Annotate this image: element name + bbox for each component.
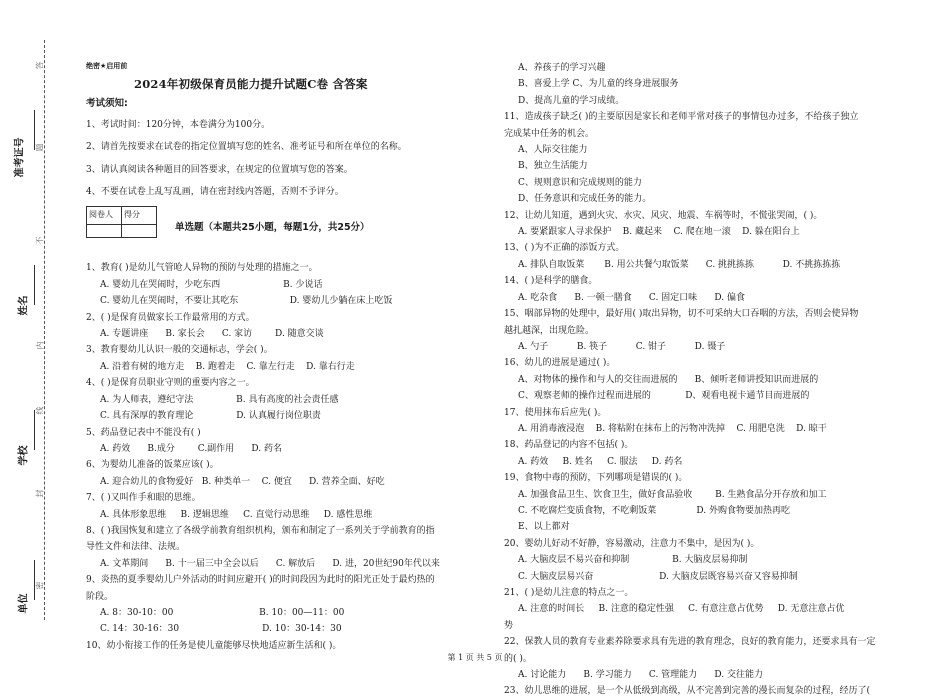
question-text: 10、幼小衔接工作的任务是使儿童能够尽快地适应新生活和( )。	[86, 640, 342, 651]
question-continuation: 越扎越深，出现危险。	[504, 325, 595, 336]
score-header: 得分	[122, 207, 157, 224]
question-text: 20、婴幼儿好动不好静，容易激动，注意力不集中，是因为( )。	[504, 538, 760, 549]
seal-mark: 不	[35, 236, 45, 245]
answer-options: A、养孩子的学习兴趣	[518, 63, 606, 73]
question-text: 13、( )为不正确的添饭方式。	[504, 243, 625, 254]
question-text: 11、造成孩子缺乏( )的主要原因是家长和老师平常对孩子的事情包办过多，不给孩子独立	[504, 112, 859, 123]
question-text: 4、( )是保育员职业守则的重要内容之一。	[86, 378, 255, 389]
seal-mark: 封	[35, 489, 45, 498]
answer-options: A. 沿着有树的地方走 B. 跑着走 C. 靠左行走 D. 靠右行走	[100, 361, 355, 372]
notice-item: 3、请认真阅读各种题目的回答要求，在规定的位置填写您的答案。	[86, 164, 353, 175]
question-text: 14、( )是科学的膳食。	[504, 276, 598, 287]
answer-options: A. 迎合幼儿的食物爱好 B. 种类单一 C. 便宜 D. 营养全面、好吃	[100, 476, 385, 487]
question-text: 1、教育( )是幼儿气管呛人异物的预防与处理的措施之一。	[86, 263, 318, 274]
answer-options: C. 婴幼儿在哭闹时，不要让其吃东 D. 婴幼儿少躺在床上吃饭	[100, 296, 393, 307]
question-text: 6、为婴幼儿准备的饭菜应该( )。	[86, 460, 219, 471]
answer-options: A. 用消毒液浸泡 B. 将粘附在抹布上的污物冲洗掉 C. 用肥皂洗 D. 晾干	[518, 423, 827, 434]
grader-cell[interactable]	[87, 224, 122, 237]
answer-options: B、喜爱上学 C、为儿童的终身进展服务	[518, 79, 679, 90]
question-list-right	[504, 60, 904, 700]
answer-options: A. 药效 B. 姓名 C. 服法 D. 药名	[518, 456, 683, 467]
answer-options: C. 大脑皮层易兴奋 D. 大脑皮层既容易兴奋又容易抑制	[518, 571, 798, 582]
answer-options: A. 为人师表，遵纪守法 B. 具有高度的社会责任感	[100, 394, 339, 405]
question-text: 8、( )我国恢复和建立了各级学前教育组织机构，颁布和制定了一系列关于学前教育的指	[86, 525, 435, 536]
answer-options: A. 要紧跟家人寻求保护 B. 藏起来 C. 爬在地一滚 D. 躲在阳台上	[518, 227, 800, 238]
answer-options: C. 不吃腐烂变质食物，不吃剩饭菜 D. 外购食物要加热再吃	[518, 505, 790, 516]
left-column	[86, 60, 506, 654]
answer-options: A. 注意的时间长 B. 注意的稳定性强 C. 有意注意占优势 D. 无意注意占优	[518, 604, 845, 615]
name-label: 姓名	[18, 295, 30, 316]
answer-options: C. 14：30-16：30 D. 10：30-14：30	[100, 624, 342, 635]
question-text: 9、炎热的夏季婴幼儿户外活动的时间应避开( )的时间段因为此时的阳光正处于最灼热的	[86, 575, 435, 586]
notice-item: 1、考试时间：120分钟，本卷满分为100分。	[86, 119, 271, 130]
answer-options: A、人际交往能力	[518, 145, 588, 156]
answer-options: A. 大脑皮层不易兴奋和抑制 B. 大脑皮层易抑制	[518, 555, 748, 566]
answer-options: A. 药效 B.成分 C.副作用 D. 药名	[100, 443, 282, 454]
right-column	[504, 60, 904, 700]
seal-mark: 内	[35, 341, 45, 350]
answer-options: A、对物体的操作和与人的交往而进展的 B、倾听老师讲授知识而进展的	[518, 374, 819, 385]
question-text: 19、食物中毒的预防，下列哪项是错误的( )。	[504, 473, 688, 484]
seal-mark: 题	[35, 143, 45, 152]
answer-options: A. 勺子 B. 筷子 C. 钳子 D. 镊子	[518, 341, 726, 352]
exam-id-label: 准考证号	[14, 137, 26, 178]
score-row	[86, 206, 506, 242]
question-continuation: 完成某中任务的机会。	[504, 128, 595, 139]
seal-mark: 答	[35, 61, 45, 70]
answer-options: B、独立生活能力	[518, 161, 588, 172]
answer-options: A. 8：30-10：00 B. 10：00—11：00	[100, 607, 345, 618]
answer-options: A. 文革期间 B. 十一届三中全会以后 C. 解放后 D. 进，20世纪90年代以来	[100, 558, 440, 569]
binding-margin	[0, 0, 70, 671]
notice-item: 2、请首先按要求在试卷的指定位置填写您的姓名、准考证号和所在单位的名称。	[86, 142, 407, 153]
score-cell[interactable]	[122, 224, 157, 237]
answer-options: C. 具有深厚的教育理论 D. 认真履行岗位职责	[100, 411, 321, 422]
question-text: 21、( )是幼儿注意的特点之一。	[504, 588, 634, 598]
unit-field[interactable]	[34, 560, 35, 600]
question-text: 2、( )是保育员做家长工作最常用的方式。	[86, 312, 255, 323]
seal-mark: 密	[35, 581, 45, 590]
answer-options: A. 讨论能力 B. 学习能力 C. 管理能力 D. 交往能力	[518, 670, 763, 681]
question-text: 17、使用抹布后应先( )。	[504, 407, 607, 418]
answer-options: D、提高儿童的学习成绩。	[518, 95, 625, 106]
question-text: 18、药品登记的内容不包括( )。	[504, 440, 634, 451]
answer-options: D、任务意识和完成任务的能力。	[518, 194, 652, 205]
seal-line	[44, 40, 45, 620]
question-text: 5、药品登记表中不能没有( )	[86, 427, 201, 438]
question-continuation: 势	[504, 620, 514, 631]
notice-item: 4、不要在试卷上乱写乱画，请在密封线内答题，否则不予评分。	[86, 187, 344, 198]
question-text: 15、咽部异物的处理中，最好用( )取出异物，切不可采纳大口吞咽的方法，否则会使异物	[504, 309, 859, 320]
question-text: 22、保教人员的教育专业素养除要求具有先进的教育理念，良好的教育能力，还要求具有一定	[504, 637, 876, 648]
question-text: 3、教育婴幼儿认识一般的交通标志，学会( )。	[86, 345, 273, 356]
seal-mark: 线	[35, 406, 45, 415]
question-continuation: 的( )。	[504, 653, 532, 664]
answer-options: A. 排队自取饭菜 B. 用公共餐勺取饭菜 C. 挑挑拣拣 D. 不挑拣拣拣	[518, 259, 841, 270]
notice-heading: 考试须知:	[86, 98, 128, 110]
question-text: 16、幼儿的进展是通过( )。	[504, 358, 616, 369]
grader-header: 阅卷人	[87, 207, 122, 224]
answer-options: A. 专题讲座 B. 家长会 C. 家访 D. 随意交谈	[100, 329, 324, 340]
answer-options: C、规则意识和完成规则的能力	[518, 177, 642, 188]
question-text: 12、让幼儿知道，遇到火灾、水灾、风灾、地震、车祸等时，不慌张哭闹，( )。	[504, 210, 823, 221]
question-text: 7、( )又叫作手和眼的思维。	[86, 493, 201, 504]
name-field[interactable]	[34, 265, 35, 305]
question-continuation: 阶段。	[86, 591, 114, 602]
section-heading: 单选题（本题共25小题，每题1分，共25分）	[175, 222, 370, 234]
unit-label: 单位	[18, 593, 30, 614]
page-title: 2024年初级保育员能力提升试题C卷 含答案	[134, 77, 368, 91]
score-table	[86, 206, 157, 237]
answer-options: C、观察老师的操作过程而进展的 D、观看电视卡通节目而进展的	[518, 391, 810, 402]
answer-options: A. 具体形象思维 B. 逻辑思维 C. 直觉行动思维 D. 感性思维	[100, 509, 373, 520]
school-label: 学校	[18, 445, 30, 466]
answer-options: A. 吃杂食 B. 一顿一膳食 C. 固定口味 D. 偏食	[518, 292, 745, 303]
answer-options: A. 加强食品卫生、饮食卫生，做好食品验收 B. 生熟食品分开存放和加工	[518, 489, 827, 500]
secret-mark: 绝密★启用前	[86, 62, 128, 70]
answer-options: E、以上都对	[518, 522, 570, 533]
page-footer: 第 1 页 共 5 页	[447, 653, 503, 662]
answer-options: A. 婴幼儿在哭闹时，少吃东西 B. 少说话	[100, 279, 323, 290]
question-list-left	[86, 260, 506, 654]
question-text: 23、幼儿思维的进展，是一个从低级到高级，从不完善到完善的漫长而复杂的过程，经历了(	[504, 686, 870, 697]
school-field[interactable]	[34, 410, 35, 450]
question-continuation: 导性文件和法律、法规。	[86, 542, 186, 553]
